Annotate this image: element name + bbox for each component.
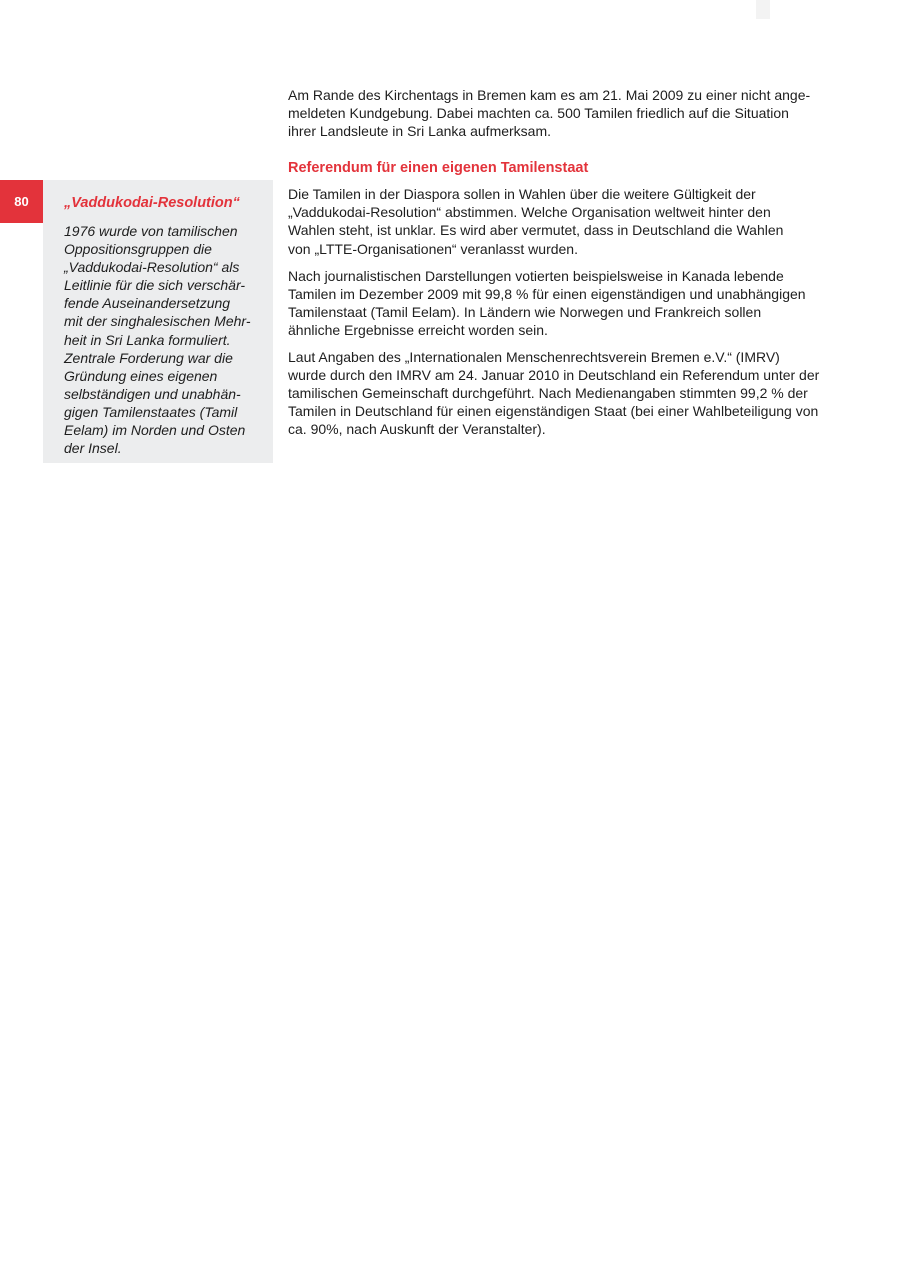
body-paragraph-3: Laut Angaben des „Internationalen Menschenrechtsverein Bremen e.V.“ (IMRV) wurde durch den IMRV am 24. Januar 2010 in Deutschland ein Referendum unter der tamilischen Gemeinschaft durchgeführt. Nach Medienangaben stimmten 99,2 % der Tamilen in Deutschland für einen eigenständigen Staat (bei einer Wahlbeteiligung von ca. 90%, nach Auskunft der Veranstalter). bbox=[288, 349, 820, 438]
section-heading: Referendum für einen eigenen Tamilenstaat bbox=[288, 160, 589, 177]
body-paragraph-2: Nach journalistischen Darstellungen votierten beispielsweise in Kanada lebende Tamilen im Dezember 2009 mit 99,8 % für einen eigenständigen und unabhängigen Tamilenstaat (Tamil Eelam). In Ländern wie Norwegen und Frankreich sollen ähnliche Ergebnisse erreicht worden sein. bbox=[288, 267, 806, 338]
corner-mark bbox=[756, 0, 770, 19]
intro-paragraph: Am Rande des Kirchentags in Bremen kam es am 21. Mai 2009 zu einer nicht ange- meldeten Kundgebung. Dabei machten ca. 500 Tamilen friedlich auf die Situation ihrer Landsleute in Sri Lanka aufmerksam. bbox=[288, 87, 811, 140]
page-number: 80 bbox=[0, 180, 43, 223]
sidebar-info-box bbox=[43, 180, 273, 463]
sidebar-title: „Vaddukodai-Resolution“ bbox=[64, 195, 240, 211]
sidebar-text: 1976 wurde von tamilischen Oppositionsgruppen die „Vaddukodai-Resolution“ als Leitlinie für die sich verschär- fende Auseinandersetzung mit der singhalesischen Mehr- heit in Sri Lanka formuliert. Zentrale Forderung war die Gründung eines eigenen selbständigen und unabhän- gigen Tamilenstaates (Tamil Eelam) im Norden und Osten der Insel. bbox=[64, 223, 251, 457]
body-paragraph-1: Die Tamilen in der Diaspora sollen in Wahlen über die weitere Gültigkeit der „Vaddukodai-Resolution“ abstimmen. Welche Organisation weltweit hinter den Wahlen steht, ist unklar. Es wird aber vermutet, dass in Deutschland die Wahlen von „LTTE-Organisationen“ veranlasst wurden. bbox=[288, 186, 784, 257]
main-column bbox=[288, 86, 848, 448]
